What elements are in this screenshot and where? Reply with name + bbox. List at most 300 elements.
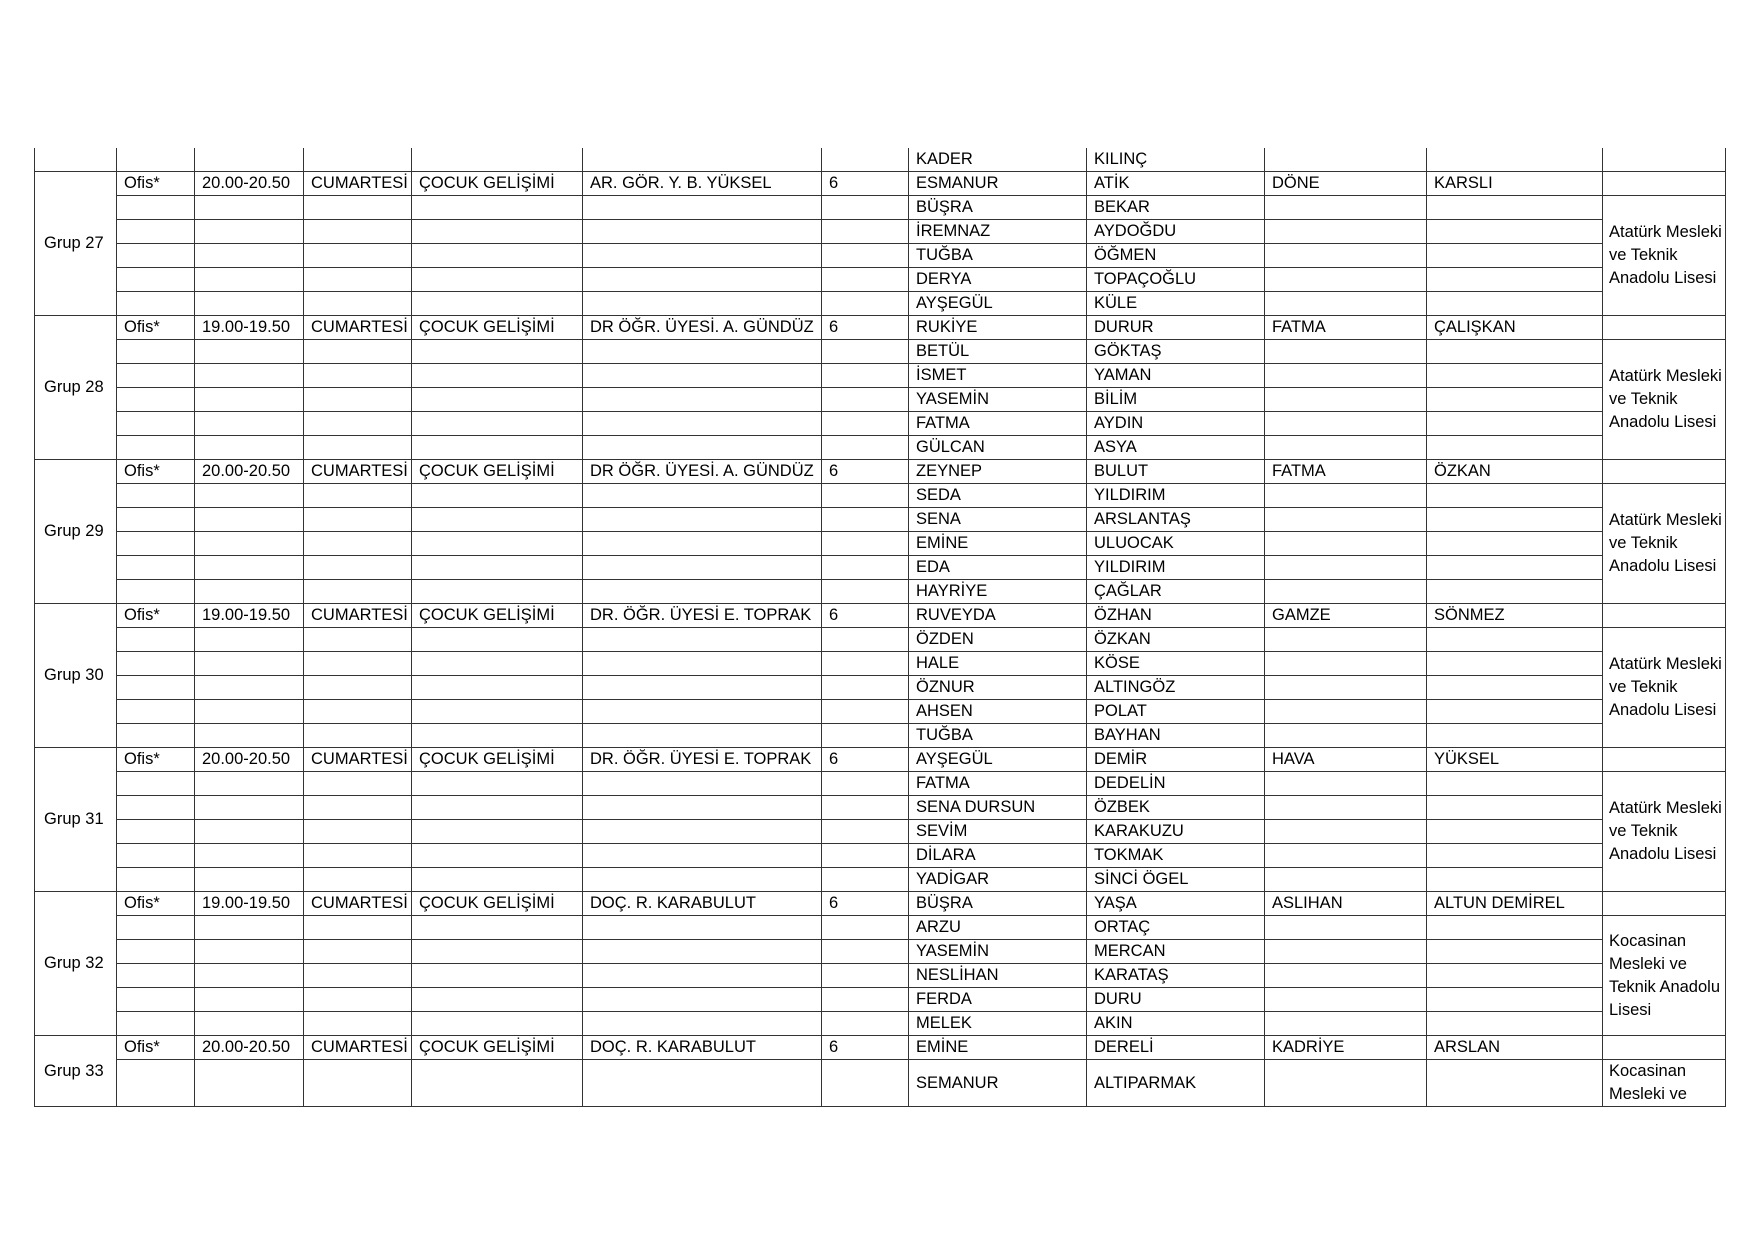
cell-empty: [304, 436, 412, 460]
cell-empty: [412, 556, 583, 580]
student-first-name: FATMA: [909, 412, 1087, 436]
cell-empty: [117, 532, 195, 556]
student-row: [35, 580, 1726, 604]
cell-empty: [583, 1060, 822, 1107]
cell-empty: [822, 196, 909, 220]
cell-empty: [117, 1012, 195, 1036]
supervisor-first-name: GAMZE: [1265, 604, 1427, 628]
cell-empty: [822, 268, 909, 292]
cell-empty: [117, 988, 195, 1012]
cell-empty: [412, 196, 583, 220]
cell-empty: [195, 268, 304, 292]
cell-empty: [1265, 340, 1427, 364]
cell-empty: [304, 628, 412, 652]
supervisor-last-name: ARSLAN: [1427, 1036, 1603, 1060]
cell-empty: [822, 532, 909, 556]
cell-empty: [822, 364, 909, 388]
student-last-name: YILDIRIM: [1087, 556, 1265, 580]
student-first-name: SEMANUR: [909, 1060, 1087, 1107]
cell-empty: [412, 220, 583, 244]
cell-empty: [412, 868, 583, 892]
student-first-name: MELEK: [909, 1012, 1087, 1036]
cell-empty: [1427, 196, 1603, 220]
course-cell: ÇOCUK GELİŞİMİ: [412, 460, 583, 484]
student-row: [35, 964, 1726, 988]
day-cell: CUMARTESİ: [304, 748, 412, 772]
student-first-name: AYŞEGÜL: [909, 748, 1087, 772]
student-row: [35, 1060, 1726, 1107]
cell-empty: [822, 508, 909, 532]
cell-empty: [1265, 772, 1427, 796]
student-row: [35, 844, 1726, 868]
cell-empty: [822, 148, 909, 172]
cell-empty: [1265, 580, 1427, 604]
cell-empty: [583, 196, 822, 220]
cell-empty: [304, 556, 412, 580]
cell-empty: [822, 700, 909, 724]
cell-empty: [304, 940, 412, 964]
student-first-name: ÖZNUR: [909, 676, 1087, 700]
cell-empty: [822, 964, 909, 988]
student-first-name: ARZU: [909, 916, 1087, 940]
cell-empty: [117, 772, 195, 796]
group-name: Grup 30: [35, 604, 117, 748]
cell-empty: [1427, 532, 1603, 556]
cell-empty: [583, 556, 822, 580]
cell-empty: [822, 484, 909, 508]
cell-empty: [1427, 220, 1603, 244]
student-row: [35, 292, 1726, 316]
student-last-name: BAYHAN: [1087, 724, 1265, 748]
cell-empty: [1603, 604, 1726, 628]
time-cell: 19.00-19.50: [195, 892, 304, 916]
cell-empty: [583, 1012, 822, 1036]
student-row: [35, 220, 1726, 244]
group-header-row: [35, 892, 1726, 916]
cell-empty: [822, 292, 909, 316]
cell-empty: [117, 916, 195, 940]
student-last-name: KILINÇ: [1087, 148, 1265, 172]
student-row: [35, 820, 1726, 844]
cell-empty: [1265, 412, 1427, 436]
student-last-name: AYDOĞDU: [1087, 220, 1265, 244]
cell-empty: [583, 340, 822, 364]
cell-empty: [117, 652, 195, 676]
student-row: [35, 628, 1726, 652]
cell-empty: [822, 1060, 909, 1107]
student-row: [35, 988, 1726, 1012]
day-cell: CUMARTESİ: [304, 604, 412, 628]
cell-empty: [1265, 508, 1427, 532]
time-cell: 20.00-20.50: [195, 460, 304, 484]
cell-empty: [412, 508, 583, 532]
cell-empty: [1265, 292, 1427, 316]
cell-empty: [1265, 796, 1427, 820]
cell-empty: [1427, 988, 1603, 1012]
group-name: Grup 29: [35, 460, 117, 604]
cell-empty: [117, 1060, 195, 1107]
student-first-name: FERDA: [909, 988, 1087, 1012]
count-cell: 6: [822, 1036, 909, 1060]
cell-empty: [304, 988, 412, 1012]
student-first-name: EDA: [909, 556, 1087, 580]
student-first-name: GÜLCAN: [909, 436, 1087, 460]
room-cell: Ofis*: [117, 604, 195, 628]
student-last-name: DURU: [1087, 988, 1265, 1012]
cell-empty: [195, 724, 304, 748]
instructor-cell: AR. GÖR. Y. B. YÜKSEL: [583, 172, 822, 196]
cell-empty: [822, 388, 909, 412]
group-name: Grup 28: [35, 316, 117, 460]
count-cell: 6: [822, 460, 909, 484]
cell-empty: [822, 724, 909, 748]
cell-empty: [1427, 676, 1603, 700]
cell-empty: [412, 772, 583, 796]
cell-empty: [1265, 676, 1427, 700]
cell-empty: [195, 220, 304, 244]
cell-empty: [1427, 820, 1603, 844]
student-row: [35, 244, 1726, 268]
student-first-name: EMİNE: [909, 1036, 1087, 1060]
day-cell: CUMARTESİ: [304, 460, 412, 484]
student-first-name: İREMNAZ: [909, 220, 1087, 244]
cell-empty: [583, 844, 822, 868]
cell-empty: [1427, 436, 1603, 460]
student-first-name: KADER: [909, 148, 1087, 172]
cell-empty: [117, 580, 195, 604]
cell-empty: [117, 364, 195, 388]
student-row: [35, 652, 1726, 676]
student-row: [35, 532, 1726, 556]
cell-empty: [583, 916, 822, 940]
instructor-cell: DOÇ. R. KARABULUT: [583, 892, 822, 916]
cell-empty: [195, 700, 304, 724]
cell-empty: [304, 796, 412, 820]
school-name: Atatürk Mesleki ve Teknik Anadolu Lisesi: [1603, 484, 1726, 604]
cell-empty: [583, 652, 822, 676]
group-header-row: [35, 748, 1726, 772]
student-row: [35, 916, 1726, 940]
time-cell: 20.00-20.50: [195, 1036, 304, 1060]
student-row: [35, 772, 1726, 796]
cell-empty: [1265, 724, 1427, 748]
student-first-name: SEVİM: [909, 820, 1087, 844]
cell-empty: [583, 388, 822, 412]
cell-empty: [1427, 292, 1603, 316]
cell-empty: [1265, 916, 1427, 940]
student-last-name: MERCAN: [1087, 940, 1265, 964]
school-name: Atatürk Mesleki ve Teknik Anadolu Lisesi: [1603, 196, 1726, 316]
cell-empty: [117, 244, 195, 268]
student-first-name: ZEYNEP: [909, 460, 1087, 484]
student-row: [35, 940, 1726, 964]
cell-empty: [117, 412, 195, 436]
cell-empty: [822, 676, 909, 700]
cell-empty: [1427, 364, 1603, 388]
cell-empty: [195, 532, 304, 556]
cell-empty: [117, 484, 195, 508]
supervisor-last-name: ÇALIŞKAN: [1427, 316, 1603, 340]
student-last-name: ÖZBEK: [1087, 796, 1265, 820]
cell-empty: [583, 268, 822, 292]
cell-empty: [412, 628, 583, 652]
cell-empty: [117, 340, 195, 364]
student-last-name: ARSLANTAŞ: [1087, 508, 1265, 532]
student-first-name: ÖZDEN: [909, 628, 1087, 652]
instructor-cell: DOÇ. R. KARABULUT: [583, 1036, 822, 1060]
cell-empty: [1265, 244, 1427, 268]
cell-empty: [583, 700, 822, 724]
school-name: Kocasinan Mesleki ve: [1603, 1060, 1726, 1107]
cell-empty: [822, 796, 909, 820]
cell-empty: [1265, 268, 1427, 292]
cell-empty: [412, 436, 583, 460]
student-row: [35, 388, 1726, 412]
cell-empty: [304, 364, 412, 388]
cell-empty: [583, 484, 822, 508]
cell-empty: [195, 556, 304, 580]
cell-empty: [583, 820, 822, 844]
student-row: [35, 412, 1726, 436]
cell-empty: [117, 508, 195, 532]
cell-empty: [412, 268, 583, 292]
day-cell: CUMARTESİ: [304, 316, 412, 340]
student-row: [35, 436, 1726, 460]
student-last-name: BULUT: [1087, 460, 1265, 484]
cell-empty: [195, 508, 304, 532]
day-cell: CUMARTESİ: [304, 892, 412, 916]
day-cell: CUMARTESİ: [304, 172, 412, 196]
cell-empty: [304, 292, 412, 316]
count-cell: 6: [822, 316, 909, 340]
cell-empty: [412, 532, 583, 556]
cell-empty: [822, 940, 909, 964]
cell-empty: [304, 1012, 412, 1036]
supervisor-last-name: ALTUN DEMİREL: [1427, 892, 1603, 916]
cell-empty: [1427, 340, 1603, 364]
cell-empty: [304, 268, 412, 292]
cell-empty: [1427, 628, 1603, 652]
cell-empty: [412, 1012, 583, 1036]
supervisor-last-name: KARSLI: [1427, 172, 1603, 196]
cell-empty: [117, 268, 195, 292]
room-cell: Ofis*: [117, 1036, 195, 1060]
cell-empty: [1427, 244, 1603, 268]
cell-empty: [195, 196, 304, 220]
cell-empty: [304, 700, 412, 724]
student-first-name: SENA: [909, 508, 1087, 532]
cell-empty: [1427, 796, 1603, 820]
cell-empty: [195, 628, 304, 652]
cell-empty: [1265, 1060, 1427, 1107]
cell-empty: [412, 820, 583, 844]
school-name: Kocasinan Mesleki ve Teknik Anadolu Lisesi: [1603, 916, 1726, 1036]
student-row: [35, 508, 1726, 532]
cell-empty: [195, 940, 304, 964]
cell-empty: [412, 364, 583, 388]
student-last-name: GÖKTAŞ: [1087, 340, 1265, 364]
cell-empty: [583, 412, 822, 436]
supervisor-first-name: ASLIHAN: [1265, 892, 1427, 916]
cell-empty: [412, 412, 583, 436]
student-row: [35, 868, 1726, 892]
cell-empty: [117, 940, 195, 964]
cell-empty: [117, 388, 195, 412]
cell-empty: [412, 388, 583, 412]
cell-empty: [1265, 628, 1427, 652]
cell-empty: [583, 292, 822, 316]
room-cell: Ofis*: [117, 748, 195, 772]
cell-empty: [1265, 532, 1427, 556]
cell-empty: [412, 700, 583, 724]
student-row: [35, 700, 1726, 724]
supervisor-last-name: ÖZKAN: [1427, 460, 1603, 484]
room-cell: Ofis*: [117, 172, 195, 196]
cell-empty: [117, 820, 195, 844]
cell-empty: [304, 508, 412, 532]
cell-empty: [822, 244, 909, 268]
cell-empty: [1603, 892, 1726, 916]
count-cell: 6: [822, 892, 909, 916]
cell-empty: [195, 340, 304, 364]
count-cell: 6: [822, 604, 909, 628]
student-last-name: ASYA: [1087, 436, 1265, 460]
cell-empty: [1265, 1012, 1427, 1036]
cell-empty: [1427, 484, 1603, 508]
cell-empty: [1265, 220, 1427, 244]
cell-empty: [195, 412, 304, 436]
cell-empty: [117, 868, 195, 892]
cell-empty: [117, 796, 195, 820]
cell-empty: [1265, 196, 1427, 220]
course-cell: ÇOCUK GELİŞİMİ: [412, 748, 583, 772]
course-cell: ÇOCUK GELİŞİMİ: [412, 604, 583, 628]
cell-empty: [304, 148, 412, 172]
student-last-name: ÖZHAN: [1087, 604, 1265, 628]
student-first-name: NESLİHAN: [909, 964, 1087, 988]
cell-empty: [1427, 148, 1603, 172]
cell-empty: [304, 220, 412, 244]
student-row: [35, 340, 1726, 364]
cell-empty: [412, 580, 583, 604]
cell-empty: [412, 484, 583, 508]
student-last-name: DURUR: [1087, 316, 1265, 340]
group-header-row: [35, 460, 1726, 484]
cell-empty: [583, 724, 822, 748]
cell-empty: [1265, 964, 1427, 988]
time-cell: 19.00-19.50: [195, 316, 304, 340]
cell-empty: [1603, 460, 1726, 484]
student-last-name: YAMAN: [1087, 364, 1265, 388]
cell-empty: [822, 652, 909, 676]
cell-empty: [195, 844, 304, 868]
cell-empty: [195, 916, 304, 940]
cell-empty: [583, 940, 822, 964]
cell-empty: [583, 508, 822, 532]
cell-empty: [1427, 508, 1603, 532]
cell-empty: [1265, 364, 1427, 388]
cell-empty: [412, 988, 583, 1012]
cell-empty: [412, 844, 583, 868]
student-last-name: BEKAR: [1087, 196, 1265, 220]
student-row: [35, 796, 1726, 820]
student-last-name: ÖZKAN: [1087, 628, 1265, 652]
student-row: [35, 676, 1726, 700]
cell-empty: [583, 772, 822, 796]
cell-empty: [583, 868, 822, 892]
cell-empty: [583, 964, 822, 988]
cell-empty: [583, 676, 822, 700]
cell-empty: [195, 580, 304, 604]
cell-empty: [822, 916, 909, 940]
cell-empty: [412, 916, 583, 940]
student-last-name: ORTAÇ: [1087, 916, 1265, 940]
student-row: [35, 268, 1726, 292]
cell-empty: [412, 292, 583, 316]
instructor-cell: DR ÖĞR. ÜYESİ. A. GÜNDÜZ: [583, 316, 822, 340]
cell-empty: [822, 340, 909, 364]
cell-empty: [1427, 916, 1603, 940]
cell-empty: [304, 412, 412, 436]
student-first-name: HAYRİYE: [909, 580, 1087, 604]
cell-empty: [1427, 1060, 1603, 1107]
cell-empty: [822, 868, 909, 892]
cell-empty: [195, 364, 304, 388]
cell-empty: [1427, 388, 1603, 412]
cell-empty: [195, 1012, 304, 1036]
cell-empty: [304, 868, 412, 892]
cell-empty: [195, 820, 304, 844]
cell-empty: [304, 964, 412, 988]
cell-empty: [412, 676, 583, 700]
cell-empty: [195, 988, 304, 1012]
cell-empty: [304, 1060, 412, 1107]
student-last-name: AKIN: [1087, 1012, 1265, 1036]
time-cell: 19.00-19.50: [195, 604, 304, 628]
student-first-name: BETÜL: [909, 340, 1087, 364]
school-name: Atatürk Mesleki ve Teknik Anadolu Lisesi: [1603, 772, 1726, 892]
cell-empty: [822, 988, 909, 1012]
cell-empty: [1603, 748, 1726, 772]
cell-empty: [304, 340, 412, 364]
cell-empty: [822, 820, 909, 844]
cell-empty: [1265, 388, 1427, 412]
continuation-row: [35, 148, 1726, 172]
cell-empty: [117, 724, 195, 748]
cell-empty: [35, 148, 117, 172]
cell-empty: [195, 244, 304, 268]
time-cell: 20.00-20.50: [195, 172, 304, 196]
supervisor-last-name: YÜKSEL: [1427, 748, 1603, 772]
student-first-name: SEDA: [909, 484, 1087, 508]
cell-empty: [822, 772, 909, 796]
cell-empty: [1265, 820, 1427, 844]
student-last-name: BİLİM: [1087, 388, 1265, 412]
group-header-row: [35, 604, 1726, 628]
student-row: [35, 364, 1726, 388]
cell-empty: [1603, 148, 1726, 172]
room-cell: Ofis*: [117, 316, 195, 340]
school-name: Atatürk Mesleki ve Teknik Anadolu Lisesi: [1603, 340, 1726, 460]
student-last-name: KÖSE: [1087, 652, 1265, 676]
cell-empty: [304, 772, 412, 796]
room-cell: Ofis*: [117, 892, 195, 916]
supervisor-last-name: SÖNMEZ: [1427, 604, 1603, 628]
course-cell: ÇOCUK GELİŞİMİ: [412, 316, 583, 340]
student-first-name: TUĞBA: [909, 724, 1087, 748]
student-first-name: YASEMİN: [909, 388, 1087, 412]
group-header-row: [35, 172, 1726, 196]
